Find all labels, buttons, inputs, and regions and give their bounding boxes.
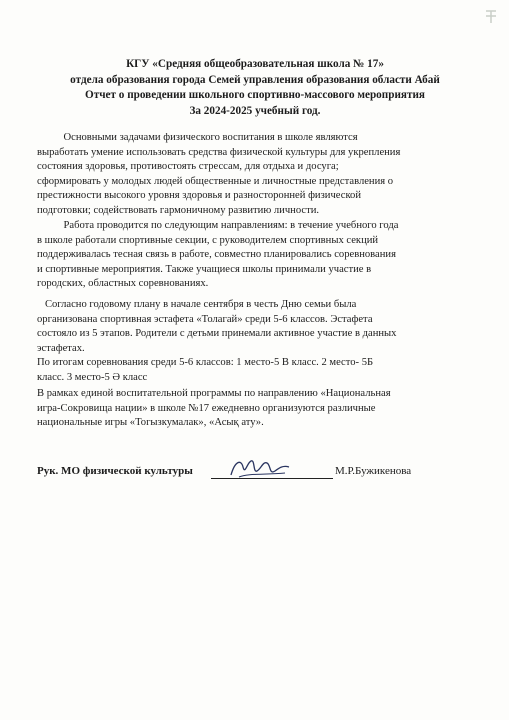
corner-mark-icon [483,8,499,26]
text-line: подготовки; содействовать гармоничному развитию личности. [37,204,320,216]
text-line: Работа проводится по следующим направлениям: в течение учебного года [37,220,399,231]
signature-label: Рук. МО физической культуры [37,465,193,477]
text-line: эстафетах. [37,342,85,354]
text-line: состояло из 5 этапов. Родители с детьми принемали активное участие в данных [37,328,397,340]
text-line: состояния здоровья, противостоять стрессам, для отдыха и досуга; [37,161,339,173]
paragraph-goals [37,131,477,219]
text-line: престижности высокого уровня здоровья и разносторонней физической [37,190,362,202]
header-report-title: Отчет о проведении школьного спортивно-массового мероприятия [85,89,425,101]
text-line: класс. 3 место-5 Ә класс [37,371,148,383]
handwritten-signature-icon [225,455,295,485]
header-school-year: За 2024-2025 учебный год. [189,104,321,117]
text-line: Основными задачами физического воспитания в школе являются [37,132,358,143]
text-line: организована спортивная эстафета «Толагай» среди 5-6 классов. Эстафета [37,313,373,325]
text-line: городских, областных соревнованиях. [37,278,209,290]
text-line: сформировать у молодых людей общественные и личностные представления о [37,175,394,187]
text-line: поддерживалась тесная связь в работе, совместно планировались соревнования [37,249,396,261]
header-department: отдела образования города Семей управления образования области Абай [70,73,440,86]
text-line: игра-Сокровища нации» в школе №17 ежедневно организуются различные [37,402,376,414]
text-line: национальные игры «Тогызкумалак», «Асық ату». [37,417,264,429]
header-school-name: КГУ «Средняя общеобразовательная школа № 17» [126,58,384,70]
signature-name: М.Р.Бужикенова [335,465,412,477]
text-line: и спортивные мероприятия. Также учащиеся школы принимали участие в [37,263,372,275]
text-line: В рамках единой воспитательной программы по направлению «Национальная [37,388,391,399]
text-line: По итогам соревнования среди 5-6 классов: 1 место-5 В класс. 2 место- 5Б [37,357,374,369]
signature-block [37,461,477,485]
document-header [20,57,490,119]
paragraph-relay [37,298,477,386]
paragraph-national-games [37,387,477,431]
text-line: выработать умение использовать средства физической культуры для укрепления [37,146,401,158]
text-line: Согласно годовому плану в начале сентября в честь Дню семьи была [37,299,357,310]
paragraph-directions [37,219,477,292]
text-line: в школе работали спортивные секции, с руководителем спортивных секций [37,234,379,246]
